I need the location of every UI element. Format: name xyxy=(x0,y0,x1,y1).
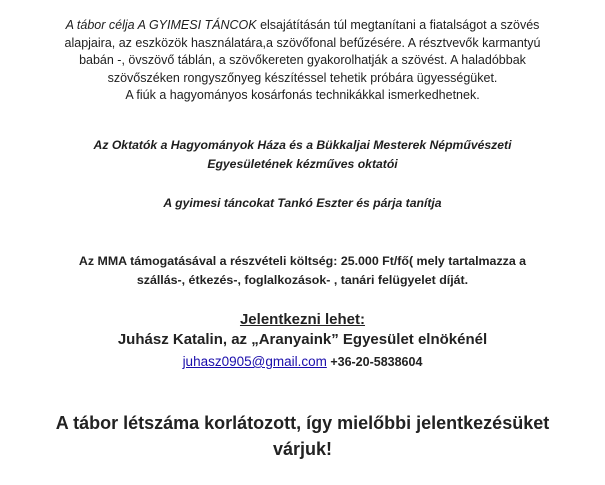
instructors-line-1: Az Oktatók a Hagyományok Háza és a Bükkaljai Mesterek Népművészeti xyxy=(93,138,512,152)
intro-line-4: szövőszéken rongyszőnyeg készítéssel tehetik próbára ügyességüket. xyxy=(107,70,498,85)
contact-line xyxy=(20,352,585,372)
signup-block xyxy=(20,310,585,350)
intro-line-3: babán -, övszövő táblán, a szövőkereten gyakorolhatják a szövést. A haladóbbak xyxy=(79,53,526,68)
cost-line-2: szállás-, étkezés-, foglalkozások- , tanári felügyelet díját. xyxy=(136,273,469,287)
phone-number: +36-20-5838604 xyxy=(326,355,423,369)
dance-teacher-line: A gyimesi táncokat Tankó Eszter és párja tanítja xyxy=(163,196,442,210)
closing-line-1: A tábor létszáma korlátozott, így mielőbbi jelentkezésüket xyxy=(55,413,550,433)
signup-heading: Jelentkezni lehet: xyxy=(239,311,366,328)
intro-line-5: A fiúk a hagyományos kosárfonás technikákkal ismerkedhetnek. xyxy=(125,88,480,103)
cost-line-1: Az MMA támogatásával a részvételi költség: 25.000 Ft/fő( mely tartalmazza a xyxy=(78,254,527,268)
intro-line-2: alapjaira, az eszközök használatára,a szövőfonal befűzésére. A résztvevők karmantyú xyxy=(64,35,541,50)
closing-paragraph xyxy=(20,410,585,462)
cost-paragraph xyxy=(20,252,585,290)
intro-paragraph xyxy=(20,17,585,105)
intro-line-1-rest: elsajátításán túl megtanítani a fiatalságot a szövés xyxy=(256,18,540,32)
intro-title-italic: A tábor célja A GYIMESI TÁNCOK xyxy=(65,18,257,32)
instructors-line-2: Egyesületének kézműves oktatói xyxy=(207,157,398,171)
intro-line-1 xyxy=(20,17,585,35)
signup-contact: Juhász Katalin, az „Aranyaink” Egyesület elnökénél xyxy=(117,331,488,348)
instructors-paragraph xyxy=(20,136,585,174)
closing-line-2: várjuk! xyxy=(272,439,333,459)
email-link[interactable]: juhasz0905@gmail.com xyxy=(182,354,327,369)
